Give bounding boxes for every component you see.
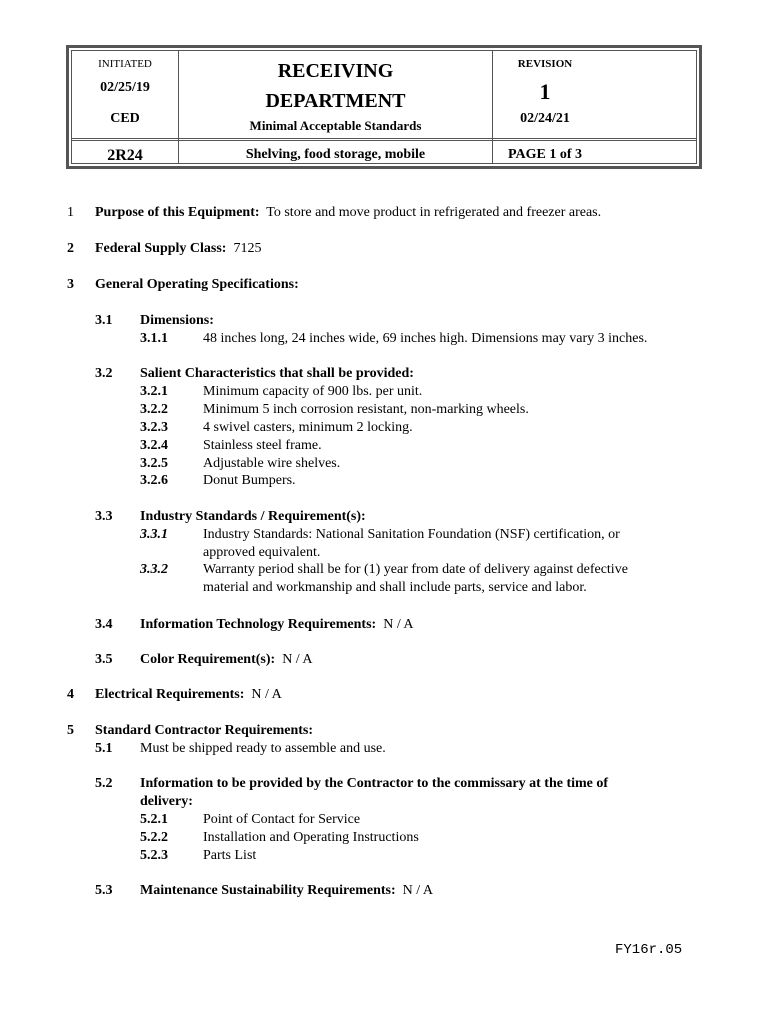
section-3-1-number: 3.1 bbox=[95, 313, 113, 328]
section-3-3-2-text: Warranty period shall be for (1) year from date of delivery against defective bbox=[203, 562, 628, 577]
header-table bbox=[66, 45, 702, 169]
list-item-number: 3.2.3 bbox=[140, 420, 168, 435]
list-item-text: Minimum 5 inch corrosion resistant, non-marking wheels. bbox=[203, 402, 529, 417]
section-3-5-number: 3.5 bbox=[95, 652, 113, 667]
section-5-1-number: 5.1 bbox=[95, 741, 113, 756]
section-3-4-text: N / A bbox=[383, 617, 414, 632]
list-item-number: 5.2.3 bbox=[140, 848, 168, 863]
section-3-1-1-text: 48 inches long, 24 inches wide, 69 inches high. Dimensions may vary 3 inches. bbox=[203, 331, 648, 346]
section-5-3-text: N / A bbox=[402, 883, 433, 898]
title-line-2: DEPARTMENT bbox=[265, 90, 406, 112]
title-line-1: RECEIVING bbox=[277, 60, 394, 82]
section-5-2-number: 5.2 bbox=[95, 776, 113, 791]
section-3-number: 3 bbox=[67, 277, 74, 292]
section-5-3-number: 5.3 bbox=[95, 883, 113, 898]
list-item-text: 4 swivel casters, minimum 2 locking. bbox=[203, 420, 413, 435]
section-4-number: 4 bbox=[67, 687, 74, 702]
section-5-3-label: Maintenance Sustainability Requirements: bbox=[140, 883, 396, 898]
section-3-2-number: 3.2 bbox=[95, 366, 113, 381]
page-indicator: PAGE 1 of 3 bbox=[507, 147, 582, 162]
list-item-number: 5.2.1 bbox=[140, 812, 168, 827]
revision-number: 1 bbox=[539, 79, 551, 104]
section-1-label: Purpose of this Equipment: bbox=[95, 205, 260, 220]
section-3-3-2-number: 3.3.2 bbox=[140, 562, 168, 577]
section-2 bbox=[95, 241, 261, 257]
form-version-code: FY16r.05 bbox=[615, 942, 683, 958]
list-item-text: Minimum capacity of 900 lbs. per unit. bbox=[203, 384, 423, 399]
section-3-5 bbox=[140, 652, 313, 668]
revision-label: REVISION bbox=[517, 58, 573, 70]
revision-date: 02/24/21 bbox=[520, 111, 570, 126]
list-item-text: Parts List bbox=[203, 848, 257, 863]
list-item-number: 3.2.1 bbox=[140, 384, 168, 399]
section-5-1-text: Must be shipped ready to assemble and use. bbox=[140, 741, 386, 756]
section-5-3 bbox=[140, 883, 433, 899]
list-item-text: Stainless steel frame. bbox=[203, 438, 322, 453]
item-description: Shelving, food storage, mobile bbox=[245, 147, 426, 162]
section-1-number: 1 bbox=[67, 205, 74, 220]
initiated-label: INITIATED bbox=[98, 58, 152, 70]
section-3-3-1-text-2: approved equivalent. bbox=[203, 545, 321, 560]
section-5-number: 5 bbox=[67, 723, 74, 738]
section-4-text: N / A bbox=[251, 687, 282, 702]
section-3-5-text: N / A bbox=[282, 652, 313, 667]
section-1 bbox=[95, 205, 601, 221]
list-item-text: Installation and Operating Instructions bbox=[203, 830, 419, 845]
section-3-1-1-number: 3.1.1 bbox=[140, 331, 168, 346]
section-3-3-1-label: Industry Standards: bbox=[203, 527, 313, 542]
list-item-number: 3.2.4 bbox=[140, 438, 168, 453]
section-3-4-number: 3.4 bbox=[95, 617, 113, 632]
section-3-3-2-text-2: material and workmanship and shall include parts, service and labor. bbox=[203, 580, 587, 595]
section-3-5-label: Color Requirement(s): bbox=[140, 652, 276, 667]
section-4-label: Electrical Requirements: bbox=[95, 687, 245, 702]
section-5-2-label-2: delivery: bbox=[140, 794, 193, 809]
document-code: 2R24 bbox=[107, 147, 143, 164]
section-3-3-number: 3.3 bbox=[95, 509, 113, 524]
section-1-text: To store and move product in refrigerated and freezer areas. bbox=[266, 205, 602, 220]
section-3-3-1 bbox=[203, 527, 620, 543]
list-item-text: Donut Bumpers. bbox=[203, 473, 296, 488]
list-item-text: Point of Contact for Service bbox=[203, 812, 361, 827]
section-3-1-label: Dimensions: bbox=[140, 313, 214, 328]
section-3-4 bbox=[140, 617, 414, 633]
section-2-text: 7125 bbox=[233, 241, 262, 256]
initiated-date: 02/25/19 bbox=[100, 80, 150, 95]
section-5-2-label: Information to be provided by the Contractor to the commissary at the time of bbox=[140, 776, 609, 791]
section-3-label: General Operating Specifications: bbox=[95, 277, 299, 292]
section-3-3-label: Industry Standards / Requirement(s): bbox=[140, 509, 366, 524]
section-3-3-1-text: National Sanitation Foundation (NSF) certification, or bbox=[315, 527, 620, 542]
list-item-number: 3.2.5 bbox=[140, 456, 168, 471]
initiator: CED bbox=[110, 111, 140, 126]
section-3-2-label: Salient Characteristics that shall be provided: bbox=[140, 366, 414, 381]
section-4 bbox=[95, 687, 282, 703]
section-2-number: 2 bbox=[67, 241, 74, 256]
list-item-text: Adjustable wire shelves. bbox=[203, 456, 341, 471]
list-item-number: 3.2.2 bbox=[140, 402, 168, 417]
section-2-label: Federal Supply Class: bbox=[95, 241, 227, 256]
section-5-label: Standard Contractor Requirements: bbox=[95, 723, 314, 738]
section-3-4-label: Information Technology Requirements: bbox=[140, 617, 377, 632]
list-item-number: 5.2.2 bbox=[140, 830, 168, 845]
subtitle: Minimal Acceptable Standards bbox=[249, 118, 422, 133]
section-3-3-1-number: 3.3.1 bbox=[140, 527, 168, 542]
list-item-number: 3.2.6 bbox=[140, 473, 168, 488]
